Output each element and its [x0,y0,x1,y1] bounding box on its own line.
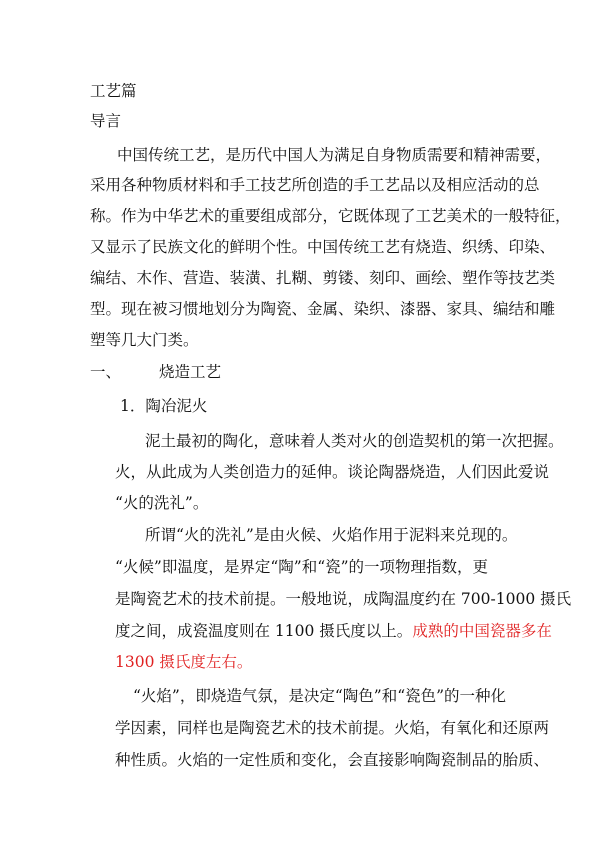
section-number: 一、 [90,363,122,381]
paragraph-line: 火，从此成为人类创造力的延伸。谈论陶器烧造，人们因此爱说 [115,463,550,481]
intro-line: 中国传统工艺，是历代中国人为满足自身物质需要和精神需要， [117,146,552,164]
intro-title: 导言 [90,112,122,130]
highlighted-text: 成熟的中国瓷器多在 [412,622,552,640]
subsection-heading: 1．陶冶泥火 [120,397,208,415]
paragraph-line: 学因素，同样也是陶瓷艺术的技术前提。火焰，有氧化和还原两 [115,719,550,737]
highlighted-text: 1300 摄氏度左右。 [115,653,253,671]
intro-line: 编结、木作、营造、装潢、扎糊、剪镂、刻印、画绘、塑作等技艺类 [90,269,556,287]
intro-line: 型。现在被习惯地划分为陶瓷、金属、染织、漆器、家具、编结和雕 [90,300,556,318]
paragraph-line: “火焰”，即烧造气氛，是决定“陶色”和“瓷色”的一种化 [133,687,507,705]
intro-line: 采用各种物质材料和手工技艺所创造的手工艺品以及相应活动的总 [90,176,540,194]
paragraph-line: 种性质。火焰的一定性质和变化，会直接影响陶瓷制品的胎质、 [115,751,550,769]
paragraph-line: “火候”即温度，是界定“陶”和“瓷”的一项物理指数，更 [115,558,489,576]
paragraph-line [115,621,552,641]
section-heading [90,362,221,382]
paragraph-line: 所谓“火的洗礼”是由火候、火焰作用于泥料来兑现的。 [145,526,518,544]
section-title: 烧造工艺 [159,363,222,381]
intro-line: 塑等几大门类。 [90,331,199,349]
paragraph-line: “火的洗礼”。 [115,494,209,512]
intro-line: 又显示了民族文化的鲜明个性。中国传统工艺有烧造、织绣、印染、 [90,238,556,256]
paragraph-line: 泥土最初的陶化，意味着人类对火的创造契机的第一次把握。 [145,432,564,450]
paragraph-line: 是陶瓷艺术的技术前提。一般地说，成陶温度约在 700-1000 摄氏 [115,590,572,608]
document-heading: 工艺篇 [90,82,137,100]
intro-line: 称。作为中华艺术的重要组成部分，它既体现了工艺美术的一般特征， [90,207,571,225]
paragraph-text: 度之间，成瓷温度则在 1100 摄氏度以上。 [115,622,413,640]
